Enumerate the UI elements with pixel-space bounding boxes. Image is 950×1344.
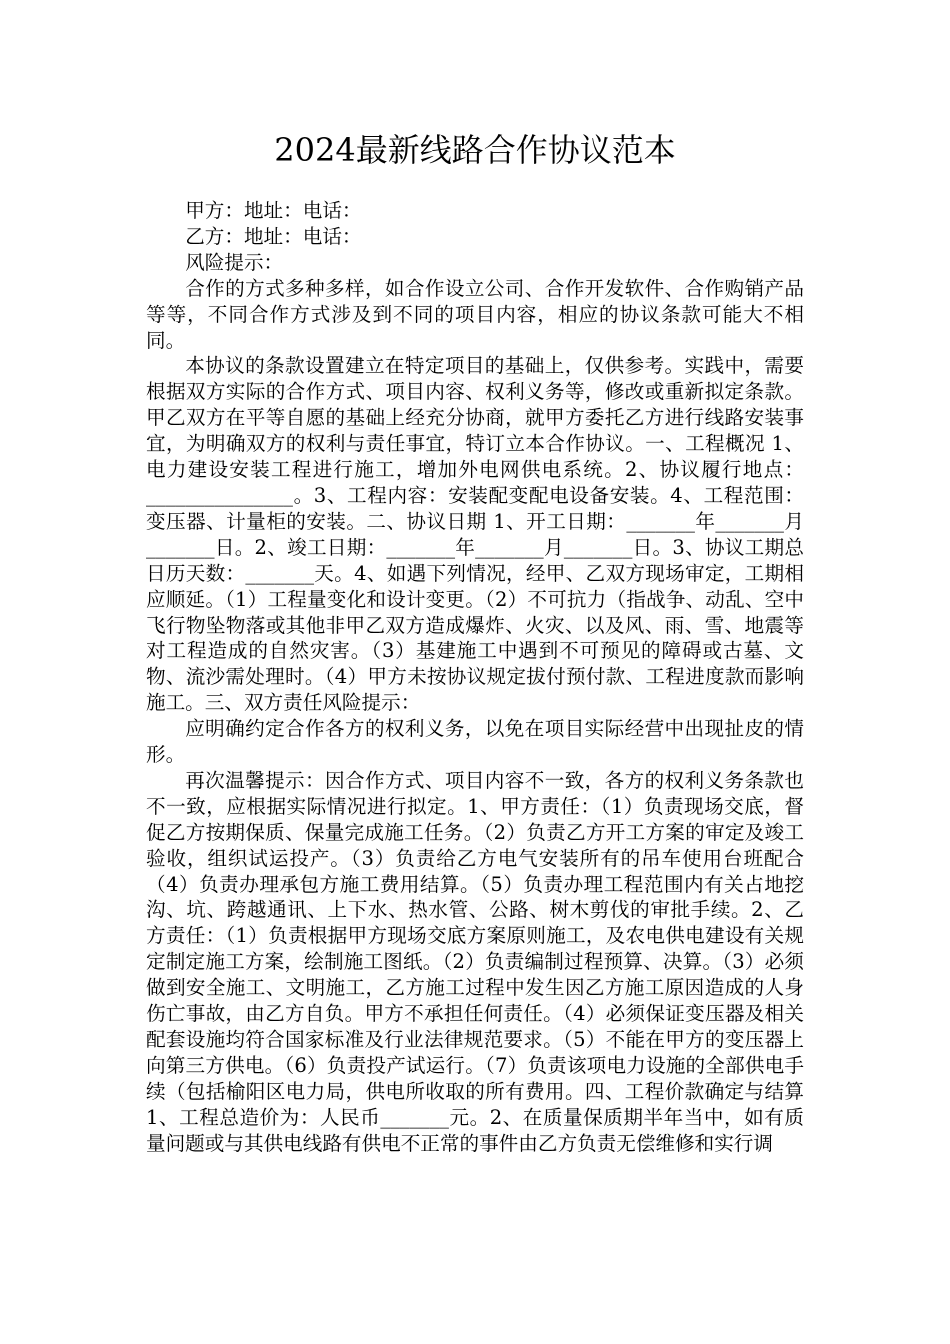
risk-notice-heading: 风险提示： [185, 250, 284, 274]
document-body [146, 198, 804, 1157]
paragraph-responsibilities: 再次温馨提示：因合作方式、项目内容不一致，各方的权利义务条款也不一致，应根据实际情况进行拟定。1、甲方责任：（1）负责现场交底，督促乙方按期保质、保量完成施工任务。（2）负责乙方开工方案的审定及竣工验收，组织试运投产。（3）负责给乙方电气安装所有的吊车使用台班配合（4）负责办理承包方施工费用结算。（5）负责办理工程范围内有关占地挖沟、坑、跨越通讯、上下水、热水管、公路、树木剪伐的审批手续。2、乙方责任：（1）负责根据甲方现场交底方案原则施工，及农电供电建设有关规定制定施工方案，绘制施工图纸。（2）负责编制过程预算、决算。（3）必须做到安全施工、文明施工，乙方施工过程中发生因乙方施工原因造成的人身伤亡事故，由乙方自负。甲方不承担任何责任。（4）必须保证变压器及相关配套设施均符合国家标准及行业法律规范要求。（5）不能在甲方的变压器上向第三方供电。（6）负责投产试运行。（7）负责该项电力设施的全部供电手续（包括榆阳区电力局，供电所收取的所有费用。四、工程价款确定与结算 1、工程总造价为：人民币_______元。2、在质量保质期半年当中，如有质量问题或与其供电线路有供电不正常的事件由乙方负责无偿维修和实行调 [146, 768, 804, 1155]
paragraph-agreement-terms: 本协议的条款设置建立在特定项目的基础上，仅供参考。实践中，需要根据双方实际的合作方式、项目内容、权利义务等，修改或重新拟定条款。甲乙双方在平等自愿的基础上经充分协商，就甲方委托乙方进行线路安装事宜，为明确双方的权利与责任事宜，特订立本合作协议。一、工程概况 1、电力建设安装工程进行施工，增加外电网供电系统。2、协议履行地点：_______________。3、工程内容：安装配变配电设备安装。4、工程范围：变压器、计量柜的安装。二、协议日期 1、开工日期：_______年_______月_______日。2、竣工日期：_______年_______月_______日。3、协议工期总日历天数：_______天。4、如遇下列情况，经甲、乙双方现场审定，工期相应顺延。（1）工程量变化和设计变更。（2）不可抗力（指战争、动乱、空中飞行物坠物落或其他非甲乙双方造成爆炸、火灾、以及风、雨、雪、地震等对工程造成的自然灾害。（3）基建施工中遇到不可预见的障碍或古墓、文物、流沙需处理时。（4）甲方未按协议规定拔付预付款、工程进度款而影响施工。三、双方责任风险提示： [146, 354, 804, 715]
party-a-line: 甲方：地址：电话： [185, 199, 362, 222]
party-b-line: 乙方：地址：电话： [185, 224, 362, 248]
paragraph-rights-obligations: 应明确约定合作各方的权利义务，以免在项目实际经营中出现扯皮的情形。 [146, 717, 804, 767]
document-title: 2024最新线路合作协议范本 [274, 131, 676, 169]
paragraph-cooperation-methods: 合作的方式多种多样，如合作设立公司、合作开发软件、合作购销产品等等，不同合作方式涉及到不同的项目内容，相应的协议条款可能大不相同。 [146, 276, 804, 352]
